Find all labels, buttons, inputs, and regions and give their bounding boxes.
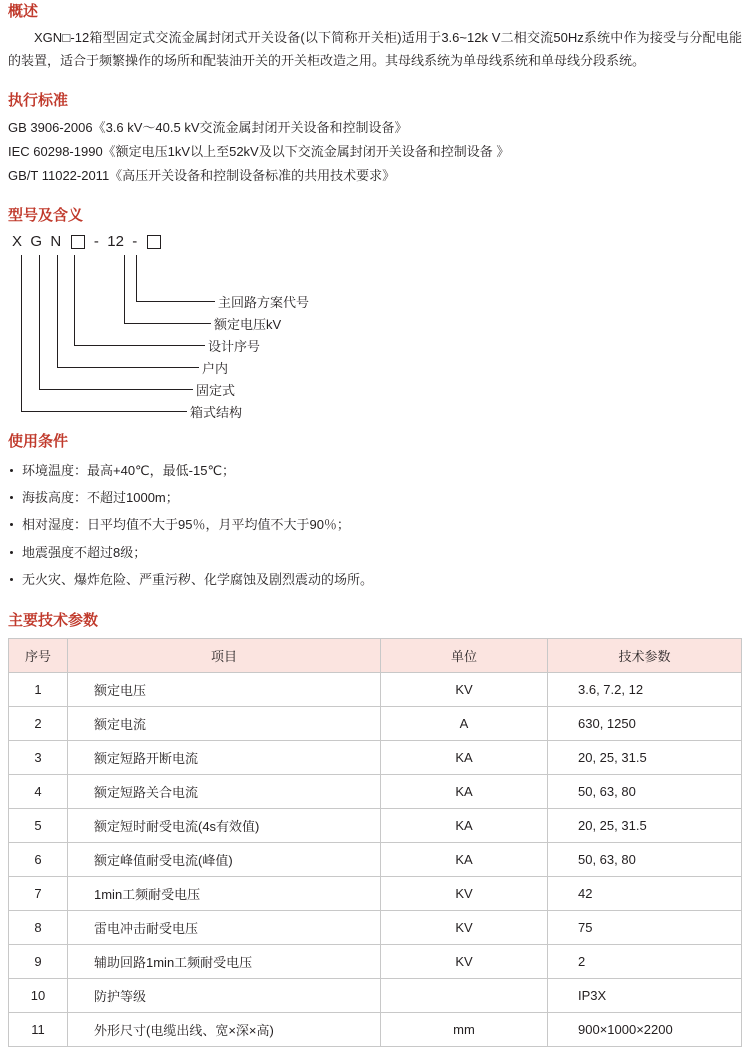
cell-unit: A: [381, 707, 548, 741]
header-item: 项目: [68, 639, 381, 673]
cell-unit: KV: [381, 911, 548, 945]
section-specs: [0, 609, 750, 1047]
cell-no: 1: [9, 673, 68, 707]
table-row: [9, 775, 742, 809]
table-row: [9, 741, 742, 775]
standard-line-2: IEC 60298-1990《额定电压1kV以上至52kV及以下交流金属封闭开关设备和控制设备 》: [8, 143, 510, 159]
cell-unit: KV: [381, 945, 548, 979]
condition-item: 海拔高度：不超过1000m；: [8, 484, 742, 511]
cell-value: 630, 1250: [548, 707, 742, 741]
model-code-diagram: [8, 233, 742, 418]
section-conditions: [0, 430, 750, 593]
table-row: [9, 707, 742, 741]
cell-unit: [381, 979, 548, 1013]
cell-unit: mm: [381, 1013, 548, 1047]
header-unit: 单位: [381, 639, 548, 673]
section-standards: [0, 89, 750, 188]
cell-no: 7: [9, 877, 68, 911]
cell-item: 额定短路开断电流: [68, 741, 381, 775]
overview-paragraph: [8, 27, 742, 73]
model-char-x: X: [12, 232, 23, 250]
model-label-1: 主回路方案代号: [218, 294, 310, 310]
condition-item: 环境温度：最高+40℃，最低-15℃；: [8, 457, 742, 484]
cell-value: 42: [548, 877, 742, 911]
model-char-dash1: -: [93, 232, 99, 250]
section-model: [0, 204, 750, 418]
overview-text: XGN□-12箱型固定式交流金属封闭式开关设备(以下简称开关柜)适用于3.6~12k V二相交流50Hz系统中作为接受与分配电能的装置，适合于频繁操作的场所和配装油开关的开关柜改造之用。其母线系统为单母线系统和单母线分段系统。: [8, 30, 742, 68]
cell-value: 50, 63, 80: [548, 843, 742, 877]
model-char-n: N: [50, 232, 62, 250]
cell-unit: KA: [381, 775, 548, 809]
model-label-5: 固定式: [196, 382, 236, 398]
cell-item: 额定峰值耐受电流(峰值): [68, 843, 381, 877]
cell-unit: KV: [381, 877, 548, 911]
cell-unit: KV: [381, 673, 548, 707]
cell-item: 额定电流: [68, 707, 381, 741]
model-title: 型号及含义: [8, 206, 84, 224]
standard-line-1: GB 3906-2006《3.6 kV～40.5 kV交流金属封闭开关设备和控制设备》: [8, 119, 408, 135]
table-row: [9, 911, 742, 945]
standard-line-3: GB/T 11022-2011《高压开关设备和控制设备标准的共用技术要求》: [8, 167, 396, 183]
cell-no: 10: [9, 979, 68, 1013]
cell-item: 1min工频耐受电压: [68, 877, 381, 911]
table-header-row: [9, 639, 742, 673]
cell-unit: KA: [381, 809, 548, 843]
table-row: [9, 979, 742, 1013]
specs-table: [8, 638, 742, 1047]
standards-title: 执行标准: [8, 91, 69, 109]
conditions-list: [8, 457, 742, 593]
specs-table-body: [9, 673, 742, 1047]
cell-no: 3: [9, 741, 68, 775]
model-char-g: G: [30, 232, 43, 250]
model-char-dash2: -: [132, 232, 138, 250]
cell-unit: KA: [381, 843, 548, 877]
cell-unit: KA: [381, 741, 548, 775]
model-placeholder-box-2: [147, 235, 161, 249]
cell-item: 防护等级: [68, 979, 381, 1013]
model-label-4: 户内: [202, 360, 229, 376]
cell-item: 外形尺寸(电缆出线、宽×深×高): [68, 1013, 381, 1047]
section-overview: [0, 0, 750, 73]
cell-value: 3.6, 7.2, 12: [548, 673, 742, 707]
cell-item: 雷电冲击耐受电压: [68, 911, 381, 945]
model-placeholder-box-1: [71, 235, 85, 249]
cell-value: 900×1000×2200: [548, 1013, 742, 1047]
cell-value: 50, 63, 80: [548, 775, 742, 809]
model-label-3: 设计序号: [208, 338, 261, 354]
model-label-2: 额定电压kV: [214, 316, 282, 332]
header-no: 序号: [9, 639, 68, 673]
table-row: [9, 877, 742, 911]
cell-value: 20, 25, 31.5: [548, 741, 742, 775]
cell-value: 2: [548, 945, 742, 979]
cell-no: 9: [9, 945, 68, 979]
specs-table-head: [9, 639, 742, 673]
condition-item: 相对湿度：日平均值不大于95％，月平均值不大于90％；: [8, 511, 742, 538]
table-row: [9, 945, 742, 979]
table-row: [9, 843, 742, 877]
cell-value: IP3X: [548, 979, 742, 1013]
cell-no: 6: [9, 843, 68, 877]
cell-no: 4: [9, 775, 68, 809]
condition-item: 无火灾、爆炸危险、严重污秽、化学腐蚀及剧烈震动的场所。: [8, 566, 742, 593]
table-row: [9, 673, 742, 707]
cell-no: 2: [9, 707, 68, 741]
model-code-string: [12, 233, 162, 250]
model-char-12: 12: [107, 232, 124, 250]
header-value: 技术参数: [548, 639, 742, 673]
specs-title: 主要技术参数: [8, 612, 99, 630]
cell-item: 辅助回路1min工频耐受电压: [68, 945, 381, 979]
cell-no: 11: [9, 1013, 68, 1047]
cell-item: 额定电压: [68, 673, 381, 707]
model-label-6: 箱式结构: [190, 404, 243, 420]
table-row: [9, 1013, 742, 1047]
table-row: [9, 809, 742, 843]
conditions-title: 使用条件: [8, 432, 69, 450]
cell-value: 75: [548, 911, 742, 945]
cell-item: 额定短时耐受电流(4s有效值): [68, 809, 381, 843]
condition-item: 地震强度不超过8级；: [8, 539, 742, 566]
leader-line-6: [21, 255, 187, 412]
cell-item: 额定短路关合电流: [68, 775, 381, 809]
cell-value: 20, 25, 31.5: [548, 809, 742, 843]
overview-title: 概述: [8, 3, 39, 20]
cell-no: 5: [9, 809, 68, 843]
cell-no: 8: [9, 911, 68, 945]
